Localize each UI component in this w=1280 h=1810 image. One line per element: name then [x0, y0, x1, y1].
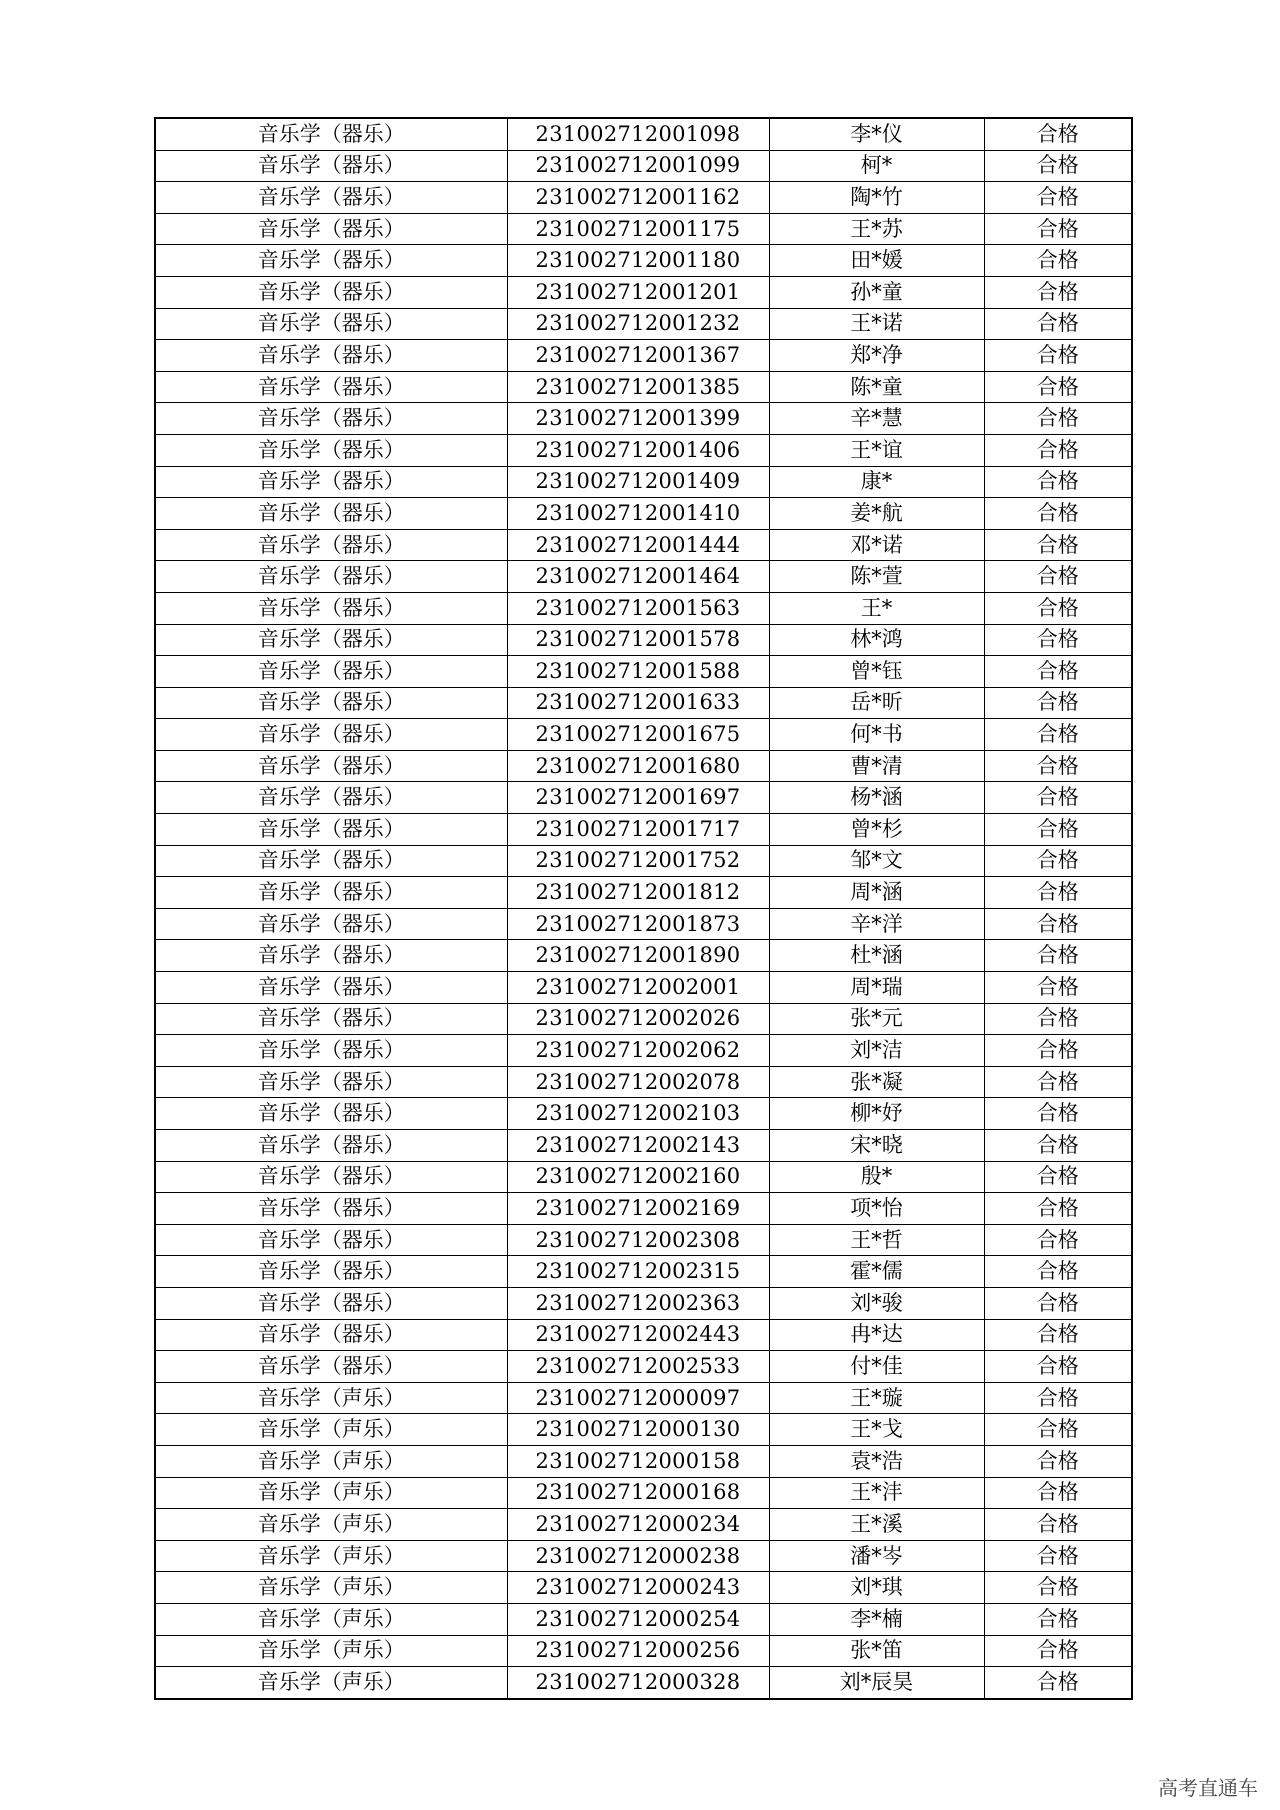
result-cell: 合格 — [984, 276, 1132, 308]
student-name-cell: 陈*萱 — [769, 561, 984, 593]
major-cell: 音乐学（声乐） — [155, 1382, 507, 1414]
major-cell: 音乐学（器乐） — [155, 434, 507, 466]
major-cell: 音乐学（器乐） — [155, 1351, 507, 1383]
student-name-cell: 张*凝 — [769, 1066, 984, 1098]
result-cell: 合格 — [984, 213, 1132, 245]
exam-id-cell: 231002712002169 — [507, 1193, 769, 1225]
table-row — [155, 1414, 1132, 1446]
major-cell: 音乐学（声乐） — [155, 1667, 507, 1699]
table-row — [155, 213, 1132, 245]
student-name-cell: 郑*净 — [769, 340, 984, 372]
table-row — [155, 624, 1132, 656]
exam-id-cell: 231002712001180 — [507, 245, 769, 277]
table-row — [155, 845, 1132, 877]
exam-id-cell: 231002712002160 — [507, 1161, 769, 1193]
result-cell: 合格 — [984, 656, 1132, 688]
student-name-cell: 王* — [769, 592, 984, 624]
exam-id-cell: 231002712002026 — [507, 1003, 769, 1035]
student-name-cell: 曹*清 — [769, 750, 984, 782]
table-row — [155, 1635, 1132, 1667]
table-row — [155, 1572, 1132, 1604]
table-row — [155, 687, 1132, 719]
student-name-cell: 辛*洋 — [769, 908, 984, 940]
exam-id-cell: 231002712001464 — [507, 561, 769, 593]
table-row — [155, 1603, 1132, 1635]
student-name-cell: 邓*诺 — [769, 529, 984, 561]
table-row — [155, 403, 1132, 435]
result-cell: 合格 — [984, 972, 1132, 1004]
student-name-cell: 刘*琪 — [769, 1572, 984, 1604]
table-row — [155, 877, 1132, 909]
major-cell: 音乐学（器乐） — [155, 1193, 507, 1225]
major-cell: 音乐学（声乐） — [155, 1477, 507, 1509]
exam-id-cell: 231002712001812 — [507, 877, 769, 909]
exam-id-cell: 231002712000097 — [507, 1382, 769, 1414]
major-cell: 音乐学（器乐） — [155, 182, 507, 214]
major-cell: 音乐学（器乐） — [155, 719, 507, 751]
table-row — [155, 1130, 1132, 1162]
result-cell: 合格 — [984, 1667, 1132, 1699]
result-cell: 合格 — [984, 1445, 1132, 1477]
result-cell: 合格 — [984, 1161, 1132, 1193]
student-name-cell: 潘*岑 — [769, 1540, 984, 1572]
student-name-cell: 王*谊 — [769, 434, 984, 466]
exam-id-cell: 231002712001201 — [507, 276, 769, 308]
table-row — [155, 1319, 1132, 1351]
exam-id-cell: 231002712001175 — [507, 213, 769, 245]
major-cell: 音乐学（器乐） — [155, 371, 507, 403]
student-name-cell: 冉*达 — [769, 1319, 984, 1351]
result-cell: 合格 — [984, 814, 1132, 846]
exam-id-cell: 231002712001873 — [507, 908, 769, 940]
table-row — [155, 276, 1132, 308]
exam-id-cell: 231002712001752 — [507, 845, 769, 877]
result-cell: 合格 — [984, 561, 1132, 593]
major-cell: 音乐学（器乐） — [155, 403, 507, 435]
exam-id-cell: 231002712001675 — [507, 719, 769, 751]
result-cell: 合格 — [984, 466, 1132, 498]
table-row — [155, 940, 1132, 972]
table-row — [155, 1035, 1132, 1067]
major-cell: 音乐学（声乐） — [155, 1572, 507, 1604]
exam-id-cell: 231002712001578 — [507, 624, 769, 656]
student-name-cell: 王*哲 — [769, 1224, 984, 1256]
student-name-cell: 李*楠 — [769, 1603, 984, 1635]
result-cell: 合格 — [984, 182, 1132, 214]
student-name-cell: 柳*妤 — [769, 1098, 984, 1130]
exam-id-cell: 231002712001410 — [507, 498, 769, 530]
exam-id-cell: 231002712001680 — [507, 750, 769, 782]
exam-id-cell: 231002712002103 — [507, 1098, 769, 1130]
major-cell: 音乐学（器乐） — [155, 1319, 507, 1351]
exam-id-cell: 231002712000256 — [507, 1635, 769, 1667]
student-name-cell: 邹*文 — [769, 845, 984, 877]
result-cell: 合格 — [984, 340, 1132, 372]
major-cell: 音乐学（器乐） — [155, 908, 507, 940]
student-name-cell: 柯* — [769, 150, 984, 182]
result-cell: 合格 — [984, 1509, 1132, 1541]
table-row — [155, 466, 1132, 498]
student-name-cell: 岳*昕 — [769, 687, 984, 719]
student-name-cell: 袁*浩 — [769, 1445, 984, 1477]
major-cell: 音乐学（器乐） — [155, 845, 507, 877]
result-cell: 合格 — [984, 1193, 1132, 1225]
result-cell: 合格 — [984, 1414, 1132, 1446]
exam-id-cell: 231002712001563 — [507, 592, 769, 624]
major-cell: 音乐学（器乐） — [155, 940, 507, 972]
exam-id-cell: 231002712001588 — [507, 656, 769, 688]
student-name-cell: 王*璇 — [769, 1382, 984, 1414]
student-name-cell: 王*溪 — [769, 1509, 984, 1541]
exam-id-cell: 231002712001232 — [507, 308, 769, 340]
exam-id-cell: 231002712002533 — [507, 1351, 769, 1383]
major-cell: 音乐学（器乐） — [155, 750, 507, 782]
exam-id-cell: 231002712001385 — [507, 371, 769, 403]
student-name-cell: 陶*竹 — [769, 182, 984, 214]
major-cell: 音乐学（器乐） — [155, 245, 507, 277]
result-cell: 合格 — [984, 687, 1132, 719]
major-cell: 音乐学（声乐） — [155, 1414, 507, 1446]
major-cell: 音乐学（器乐） — [155, 814, 507, 846]
exam-id-cell: 231002712001717 — [507, 814, 769, 846]
student-name-cell: 杜*涵 — [769, 940, 984, 972]
exam-id-cell: 231002712002078 — [507, 1066, 769, 1098]
result-cell: 合格 — [984, 1572, 1132, 1604]
major-cell: 音乐学（器乐） — [155, 624, 507, 656]
result-cell: 合格 — [984, 750, 1132, 782]
result-cell: 合格 — [984, 498, 1132, 530]
results-table-body — [155, 118, 1132, 1699]
table-row — [155, 814, 1132, 846]
result-cell: 合格 — [984, 845, 1132, 877]
exam-id-cell: 231002712002001 — [507, 972, 769, 1004]
table-row — [155, 498, 1132, 530]
exam-id-cell: 231002712001406 — [507, 434, 769, 466]
major-cell: 音乐学（器乐） — [155, 972, 507, 1004]
table-row — [155, 371, 1132, 403]
exam-id-cell: 231002712000243 — [507, 1572, 769, 1604]
student-name-cell: 李*仪 — [769, 118, 984, 150]
student-name-cell: 陈*童 — [769, 371, 984, 403]
table-row — [155, 656, 1132, 688]
exam-id-cell: 231002712000238 — [507, 1540, 769, 1572]
result-cell: 合格 — [984, 1035, 1132, 1067]
table-row — [155, 561, 1132, 593]
major-cell: 音乐学（器乐） — [155, 877, 507, 909]
table-row — [155, 1256, 1132, 1288]
result-cell: 合格 — [984, 308, 1132, 340]
table-row — [155, 182, 1132, 214]
major-cell: 音乐学（声乐） — [155, 1603, 507, 1635]
major-cell: 音乐学（器乐） — [155, 592, 507, 624]
student-name-cell: 田*媛 — [769, 245, 984, 277]
table-row — [155, 1287, 1132, 1319]
table-row — [155, 529, 1132, 561]
student-name-cell: 林*鸿 — [769, 624, 984, 656]
student-name-cell: 曾*杉 — [769, 814, 984, 846]
student-name-cell: 刘*洁 — [769, 1035, 984, 1067]
major-cell: 音乐学（器乐） — [155, 1098, 507, 1130]
major-cell: 音乐学（器乐） — [155, 150, 507, 182]
major-cell: 音乐学（器乐） — [155, 276, 507, 308]
result-cell: 合格 — [984, 624, 1132, 656]
watermark: 高考直通车 — [1158, 1776, 1258, 1800]
table-row — [155, 719, 1132, 751]
result-cell: 合格 — [984, 245, 1132, 277]
student-name-cell: 康* — [769, 466, 984, 498]
table-row — [155, 782, 1132, 814]
student-name-cell: 刘*辰昊 — [769, 1667, 984, 1699]
major-cell: 音乐学（器乐） — [155, 1130, 507, 1162]
major-cell: 音乐学（器乐） — [155, 1161, 507, 1193]
student-name-cell: 王*沣 — [769, 1477, 984, 1509]
table-row — [155, 1066, 1132, 1098]
major-cell: 音乐学（器乐） — [155, 1256, 507, 1288]
student-name-cell: 刘*骏 — [769, 1287, 984, 1319]
student-name-cell: 曾*钰 — [769, 656, 984, 688]
result-cell: 合格 — [984, 1066, 1132, 1098]
result-cell: 合格 — [984, 1382, 1132, 1414]
table-row — [155, 750, 1132, 782]
student-name-cell: 王*苏 — [769, 213, 984, 245]
table-row — [155, 1667, 1132, 1699]
exam-id-cell: 231002712002363 — [507, 1287, 769, 1319]
result-cell: 合格 — [984, 1224, 1132, 1256]
table-row — [155, 434, 1132, 466]
major-cell: 音乐学（器乐） — [155, 340, 507, 372]
table-row — [155, 1351, 1132, 1383]
result-cell: 合格 — [984, 1351, 1132, 1383]
exam-id-cell: 231002712001444 — [507, 529, 769, 561]
exam-id-cell: 231002712002062 — [507, 1035, 769, 1067]
table-row — [155, 1224, 1132, 1256]
exam-id-cell: 231002712000328 — [507, 1667, 769, 1699]
student-name-cell: 王*戈 — [769, 1414, 984, 1446]
major-cell: 音乐学（器乐） — [155, 308, 507, 340]
exam-id-cell: 231002712001697 — [507, 782, 769, 814]
result-cell: 合格 — [984, 592, 1132, 624]
result-cell: 合格 — [984, 403, 1132, 435]
major-cell: 音乐学（声乐） — [155, 1445, 507, 1477]
student-name-cell: 霍*儒 — [769, 1256, 984, 1288]
student-name-cell: 周*瑞 — [769, 972, 984, 1004]
exam-id-cell: 231002712000254 — [507, 1603, 769, 1635]
result-cell: 合格 — [984, 1130, 1132, 1162]
result-cell: 合格 — [984, 719, 1132, 751]
exam-id-cell: 231002712001399 — [507, 403, 769, 435]
table-row — [155, 150, 1132, 182]
results-table — [154, 117, 1133, 1700]
result-cell: 合格 — [984, 1319, 1132, 1351]
table-row — [155, 1477, 1132, 1509]
result-cell: 合格 — [984, 1287, 1132, 1319]
exam-id-cell: 231002712001890 — [507, 940, 769, 972]
table-row — [155, 1161, 1132, 1193]
table-row — [155, 908, 1132, 940]
exam-id-cell: 231002712002143 — [507, 1130, 769, 1162]
major-cell: 音乐学（器乐） — [155, 529, 507, 561]
table-row — [155, 1540, 1132, 1572]
table-row — [155, 1098, 1132, 1130]
student-name-cell: 周*涵 — [769, 877, 984, 909]
major-cell: 音乐学（器乐） — [155, 782, 507, 814]
result-cell: 合格 — [984, 877, 1132, 909]
major-cell: 音乐学（器乐） — [155, 561, 507, 593]
exam-id-cell: 231002712001633 — [507, 687, 769, 719]
result-cell: 合格 — [984, 1540, 1132, 1572]
major-cell: 音乐学（器乐） — [155, 687, 507, 719]
student-name-cell: 杨*涵 — [769, 782, 984, 814]
student-name-cell: 张*笛 — [769, 1635, 984, 1667]
result-cell: 合格 — [984, 1003, 1132, 1035]
table-row — [155, 592, 1132, 624]
table-row — [155, 1445, 1132, 1477]
exam-id-cell: 231002712000234 — [507, 1509, 769, 1541]
major-cell: 音乐学（器乐） — [155, 1003, 507, 1035]
result-cell: 合格 — [984, 118, 1132, 150]
result-cell: 合格 — [984, 1098, 1132, 1130]
table-row — [155, 1382, 1132, 1414]
major-cell: 音乐学（声乐） — [155, 1540, 507, 1572]
table-row — [155, 245, 1132, 277]
exam-id-cell: 231002712000158 — [507, 1445, 769, 1477]
major-cell: 音乐学（声乐） — [155, 1509, 507, 1541]
student-name-cell: 辛*慧 — [769, 403, 984, 435]
result-cell: 合格 — [984, 150, 1132, 182]
result-cell: 合格 — [984, 1635, 1132, 1667]
student-name-cell: 宋*晓 — [769, 1130, 984, 1162]
exam-id-cell: 231002712002443 — [507, 1319, 769, 1351]
table-row — [155, 1509, 1132, 1541]
exam-id-cell: 231002712001098 — [507, 118, 769, 150]
table-row — [155, 340, 1132, 372]
result-cell: 合格 — [984, 371, 1132, 403]
major-cell: 音乐学（器乐） — [155, 466, 507, 498]
table-row — [155, 308, 1132, 340]
exam-id-cell: 231002712000130 — [507, 1414, 769, 1446]
exam-id-cell: 231002712002308 — [507, 1224, 769, 1256]
student-name-cell: 何*书 — [769, 719, 984, 751]
result-cell: 合格 — [984, 529, 1132, 561]
result-cell: 合格 — [984, 1603, 1132, 1635]
result-cell: 合格 — [984, 908, 1132, 940]
exam-id-cell: 231002712000168 — [507, 1477, 769, 1509]
student-name-cell: 张*元 — [769, 1003, 984, 1035]
result-cell: 合格 — [984, 940, 1132, 972]
major-cell: 音乐学（器乐） — [155, 1224, 507, 1256]
student-name-cell: 孙*童 — [769, 276, 984, 308]
table-row — [155, 1193, 1132, 1225]
exam-id-cell: 231002712001367 — [507, 340, 769, 372]
student-name-cell: 姜*航 — [769, 498, 984, 530]
result-cell: 合格 — [984, 434, 1132, 466]
table-row — [155, 118, 1132, 150]
result-cell: 合格 — [984, 1256, 1132, 1288]
major-cell: 音乐学（器乐） — [155, 1066, 507, 1098]
major-cell: 音乐学（器乐） — [155, 1035, 507, 1067]
major-cell: 音乐学（器乐） — [155, 1287, 507, 1319]
exam-id-cell: 231002712001409 — [507, 466, 769, 498]
major-cell: 音乐学（声乐） — [155, 1635, 507, 1667]
exam-id-cell: 231002712002315 — [507, 1256, 769, 1288]
exam-id-cell: 231002712001162 — [507, 182, 769, 214]
result-cell: 合格 — [984, 782, 1132, 814]
student-name-cell: 殷* — [769, 1161, 984, 1193]
student-name-cell: 项*怡 — [769, 1193, 984, 1225]
student-name-cell: 付*佳 — [769, 1351, 984, 1383]
table-row — [155, 972, 1132, 1004]
major-cell: 音乐学（器乐） — [155, 498, 507, 530]
table-row — [155, 1003, 1132, 1035]
exam-id-cell: 231002712001099 — [507, 150, 769, 182]
major-cell: 音乐学（器乐） — [155, 118, 507, 150]
result-cell: 合格 — [984, 1477, 1132, 1509]
major-cell: 音乐学（器乐） — [155, 213, 507, 245]
major-cell: 音乐学（器乐） — [155, 656, 507, 688]
student-name-cell: 王*诺 — [769, 308, 984, 340]
